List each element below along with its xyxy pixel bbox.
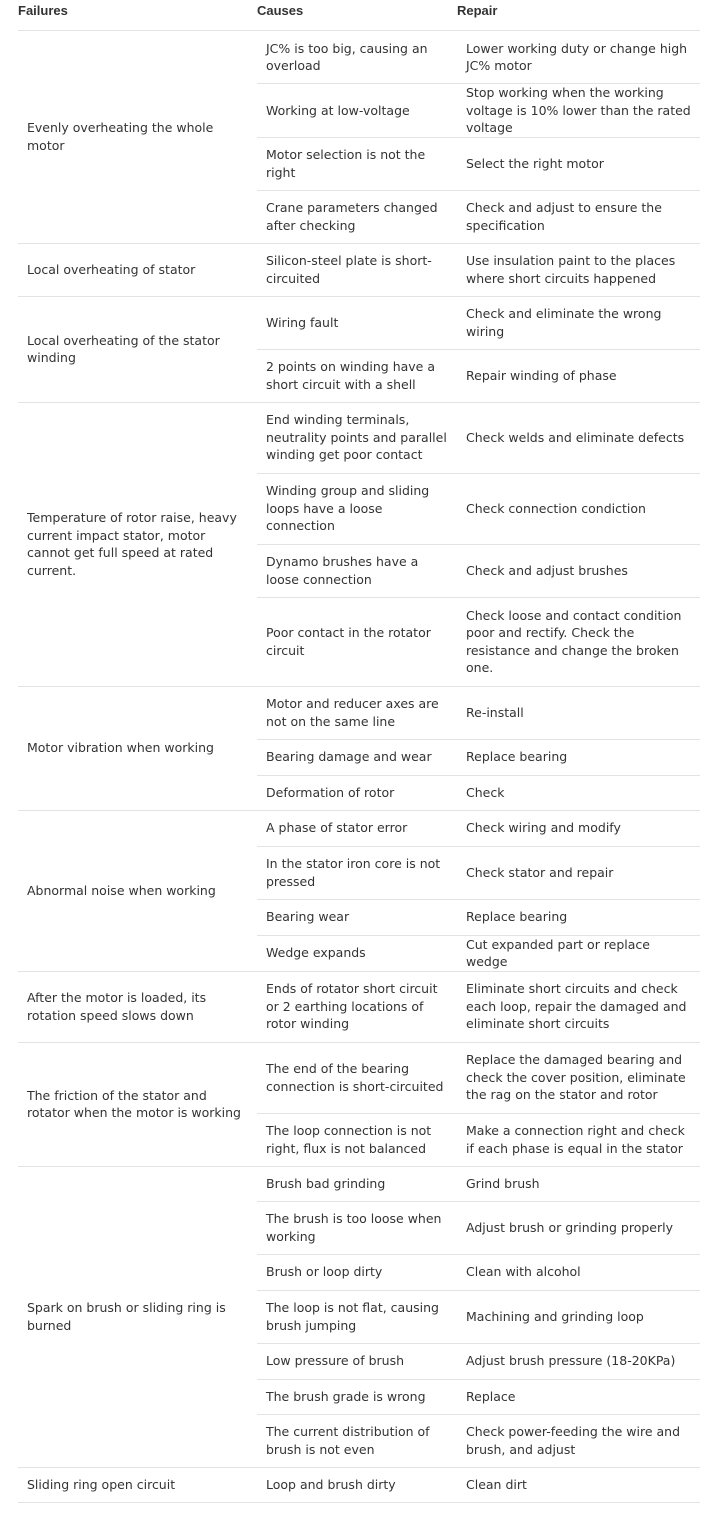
cause-cell: 2 points on winding have a short circuit with a shell: [257, 349, 457, 402]
table-row: [18, 810, 700, 846]
repair-cell: Select the right motor: [457, 137, 700, 190]
repair-cell: Check wiring and modify: [457, 810, 700, 846]
header-causes: Causes: [257, 3, 304, 18]
failure-table-body: [18, 31, 700, 1503]
cause-cell: Crane parameters changed after checking: [257, 190, 457, 243]
cause-cell: The brush is too loose when working: [257, 1201, 457, 1254]
cause-cell: The end of the bearing connection is short-circuited: [257, 1042, 457, 1113]
repair-cell: Replace bearing: [457, 739, 700, 775]
cause-cell: Working at low-voltage: [257, 84, 457, 138]
table-row: [18, 243, 700, 296]
failure-cell: Abnormal noise when working: [18, 810, 257, 971]
cause-cell: Wiring fault: [257, 296, 457, 349]
failure-cell: The friction of the stator and rotator when the motor is working: [18, 1042, 257, 1166]
repair-cell: Grind brush: [457, 1166, 700, 1201]
repair-cell: Adjust brush or grinding properly: [457, 1201, 700, 1254]
cause-cell: The brush grade is wrong: [257, 1379, 457, 1414]
repair-cell: Check connection condiction: [457, 473, 700, 544]
cause-cell: Deformation of rotor: [257, 775, 457, 810]
failure-cell: Sliding ring open circuit: [18, 1467, 257, 1502]
table-row: [18, 686, 700, 739]
cause-cell: Winding group and sliding loops have a loose connection: [257, 473, 457, 544]
repair-cell: Replace bearing: [457, 899, 700, 935]
table-row: [18, 402, 700, 473]
cause-cell: Bearing damage and wear: [257, 739, 457, 775]
repair-cell: Check: [457, 775, 700, 810]
repair-cell: Check stator and repair: [457, 846, 700, 899]
repair-cell: Check loose and contact condition poor and rectify. Check the resistance and change the broken one.: [457, 597, 700, 686]
table-row: [18, 1467, 700, 1502]
repair-cell: Re-install: [457, 686, 700, 739]
repair-cell: Machining and grinding loop: [457, 1290, 700, 1343]
cause-cell: Motor selection is not the right: [257, 137, 457, 190]
cause-cell: Silicon-steel plate is short-circuited: [257, 243, 457, 296]
repair-cell: Cut expanded part or replace wedge: [457, 935, 700, 971]
repair-cell: Clean with alcohol: [457, 1254, 700, 1290]
header-failures: Failures: [18, 3, 68, 18]
repair-cell: Check power-feeding the wire and brush, and adjust: [457, 1414, 700, 1467]
table-row: [18, 31, 700, 84]
repair-cell: Stop working when the working voltage is 10% lower than the rated voltage: [457, 84, 700, 138]
table-header: [0, 0, 720, 30]
failure-cell: Temperature of rotor raise, heavy current impact stator, motor cannot get full speed at rated current.: [18, 402, 257, 686]
cause-cell: The loop is not flat, causing brush jumping: [257, 1290, 457, 1343]
table-row: [18, 1042, 700, 1113]
cause-cell: Low pressure of brush: [257, 1343, 457, 1379]
cause-cell: Bearing wear: [257, 899, 457, 935]
cause-cell: Loop and brush dirty: [257, 1467, 457, 1502]
repair-cell: Replace: [457, 1379, 700, 1414]
cause-cell: Brush bad grinding: [257, 1166, 457, 1201]
repair-cell: Check and adjust to ensure the specification: [457, 190, 700, 243]
failure-cell: Motor vibration when working: [18, 686, 257, 810]
cause-cell: Ends of rotator short circuit or 2 earthing locations of rotor winding: [257, 971, 457, 1042]
cause-cell: The current distribution of brush is not even: [257, 1414, 457, 1467]
cause-cell: The loop connection is not right, flux is not balanced: [257, 1113, 457, 1166]
cause-cell: Dynamo brushes have a loose connection: [257, 544, 457, 597]
repair-cell: Clean dirt: [457, 1467, 700, 1502]
repair-cell: Make a connection right and check if each phase is equal in the stator: [457, 1113, 700, 1166]
cause-cell: JC% is too big, causing an overload: [257, 31, 457, 84]
failure-cell: Local overheating of stator: [18, 243, 257, 296]
repair-cell: Repair winding of phase: [457, 349, 700, 402]
cause-cell: In the stator iron core is not pressed: [257, 846, 457, 899]
cause-cell: Brush or loop dirty: [257, 1254, 457, 1290]
cause-cell: A phase of stator error: [257, 810, 457, 846]
repair-cell: Check and adjust brushes: [457, 544, 700, 597]
failure-table: [18, 30, 700, 1503]
failure-cell: Evenly overheating the whole motor: [18, 31, 257, 244]
table-row: [18, 1166, 700, 1201]
cause-cell: Wedge expands: [257, 935, 457, 971]
cause-cell: End winding terminals, neutrality points and parallel winding get poor contact: [257, 402, 457, 473]
failure-cell: Local overheating of the stator winding: [18, 296, 257, 402]
repair-cell: Check welds and eliminate defects: [457, 402, 700, 473]
table-row: [18, 971, 700, 1042]
cause-cell: Motor and reducer axes are not on the same line: [257, 686, 457, 739]
failure-cell: After the motor is loaded, its rotation speed slows down: [18, 971, 257, 1042]
repair-cell: Lower working duty or change high JC% motor: [457, 31, 700, 84]
failure-cell: Spark on brush or sliding ring is burned: [18, 1166, 257, 1467]
repair-cell: Use insulation paint to the places where short circuits happened: [457, 243, 700, 296]
cause-cell: Poor contact in the rotator circuit: [257, 597, 457, 686]
table-row: [18, 296, 700, 349]
repair-cell: Adjust brush pressure (18-20KPa): [457, 1343, 700, 1379]
repair-cell: Replace the damaged bearing and check the cover position, eliminate the rag on the stator and rotor: [457, 1042, 700, 1113]
repair-cell: Check and eliminate the wrong wiring: [457, 296, 700, 349]
repair-cell: Eliminate short circuits and check each loop, repair the damaged and eliminate short circuits: [457, 971, 700, 1042]
header-repair: Repair: [457, 3, 498, 18]
